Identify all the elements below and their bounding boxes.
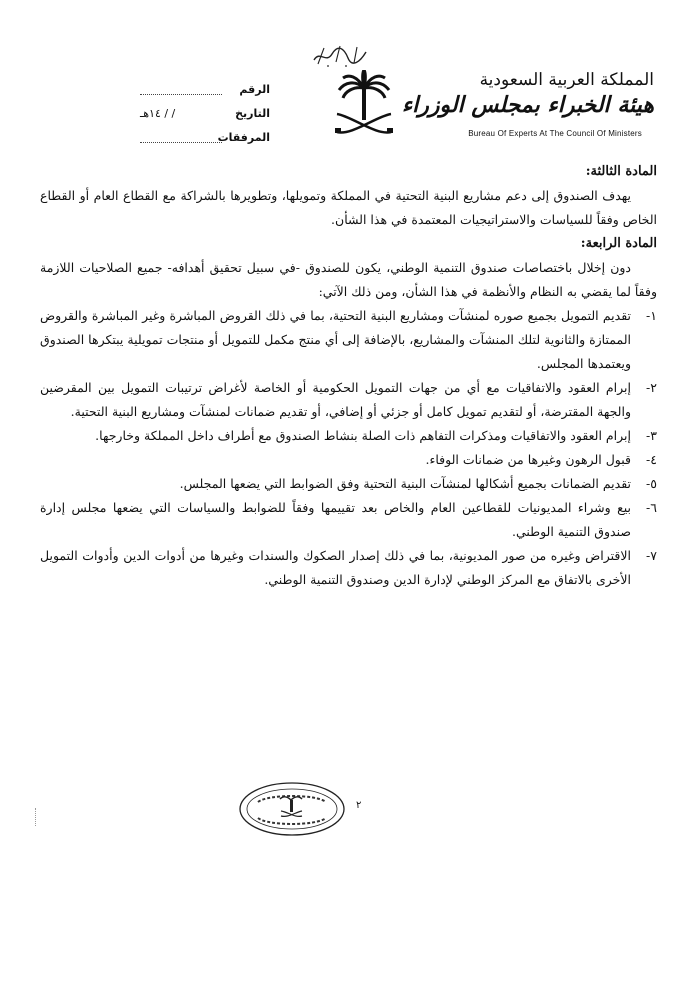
article-3-text: يهدف الصندوق إلى دعم مشاريع البنية التحتية في المملكة وتمويلها، وتطويرها بالشراكة مع القطاع العام أو القطاع الخاص وفقاً للسياسات والاستراتيجيات المعتمدة في هذا الشأن. — [40, 188, 657, 227]
item-number: ٦- — [646, 500, 657, 515]
official-stamp — [238, 780, 346, 838]
bureau-name: هيئة الخبراء بمجلس الوزراء — [401, 92, 654, 118]
item-text: قبول الرهون وغيرها من ضمانات الوفاء. — [425, 452, 631, 467]
item-number: ٧- — [646, 548, 657, 563]
saudi-emblem-icon — [333, 70, 395, 142]
margin-mark — [35, 808, 38, 826]
item-number: ٢- — [646, 380, 657, 395]
item-text: تقديم الضمانات بجميع أشكالها لمنشآت البنية التحتية وفق الضوابط التي يضعها المجلس. — [179, 476, 631, 491]
item-text: بيع وشراء المديونيات للقطاعين العام والخاص بعد تقييمها وفقاً للضوابط والسياسات التي يضعها مجلس إدارة صندوق التنمية الوطني. — [40, 500, 631, 539]
list-item — [40, 448, 657, 472]
list-item — [40, 544, 657, 592]
item-number: ٥- — [646, 476, 657, 491]
page-number: ٢ — [356, 800, 362, 811]
reference-block — [140, 82, 270, 154]
item-text: إبرام العقود والاتفاقيات مع أي من جهات التمويل الحكومية أو الخاصة لأغراض ترتيبات التمويل بين المقرضين والجهة المقترضة، أو لتقديم تمويل كامل أو جزئي أو إضافي، أو تقديم ضمانات لمنشآت ومشاريع البنية التحتية. — [40, 380, 631, 419]
attachments-row — [140, 130, 270, 154]
kingdom-name: المملكة العربية السعودية — [479, 70, 654, 90]
date-row — [140, 106, 270, 130]
attachments-label: المرفقات — [217, 131, 270, 144]
bureau-name-english: Bureau Of Experts At The Council Of Ministers — [468, 129, 642, 138]
item-number: ٤- — [646, 452, 657, 467]
list-item — [40, 376, 657, 424]
powers-list — [40, 304, 657, 592]
organization-name — [401, 70, 654, 120]
item-text: تقديم التمويل بجميع صوره لمنشآت ومشاريع البنية التحتية، بما في ذلك القروض المباشرة وغير المباشرة والقروض الممتازة والثانوية لتلك المنشآت والمشاريع، بالإضافة إلى أي منتج مكمل للتمويل أو منتجات تمويلية يبتكرها الصندوق ويعتمدها المجلس. — [40, 308, 631, 371]
attachments-field-line — [140, 136, 222, 143]
basmala-calligraphy — [310, 42, 370, 68]
item-number: ٣- — [646, 428, 657, 443]
list-item — [40, 424, 657, 448]
document-body — [40, 160, 657, 592]
date-label: التاريخ — [235, 107, 270, 120]
article-4-title: المادة الرابعة: — [580, 236, 657, 251]
number-field-line — [140, 88, 222, 95]
number-row — [140, 82, 270, 106]
number-label: الرقم — [239, 83, 270, 96]
item-number: ١- — [646, 308, 657, 323]
item-text: إبرام العقود والاتفاقيات ومذكرات التفاهم ذات الصلة بنشاط الصندوق مع أطراف داخل المملكة وخارجها. — [95, 428, 631, 443]
article-4-intro: دون إخلال باختصاصات صندوق التنمية الوطني، يكون للصندوق -في سبيل تحقيق أهدافه- جميع الصلاحيات اللازمة وفقاً لما يقضي به النظام والأنظمة في هذا الشأن، ومن ذلك الآتي: — [40, 260, 657, 299]
list-item — [40, 472, 657, 496]
date-value: / / ١٤هـ — [140, 107, 176, 120]
list-item — [40, 304, 657, 376]
article-3-title: المادة الثالثة: — [585, 164, 657, 179]
list-item — [40, 496, 657, 544]
item-text: الاقتراض وغيره من صور المديونية، بما في ذلك إصدار الصكوك والسندات وغيرها من أدوات الدين وأدوات التمويل الأخرى بالاتفاق مع المركز الوطني لإدارة الدين وصندوق التنمية الوطني. — [40, 548, 631, 587]
